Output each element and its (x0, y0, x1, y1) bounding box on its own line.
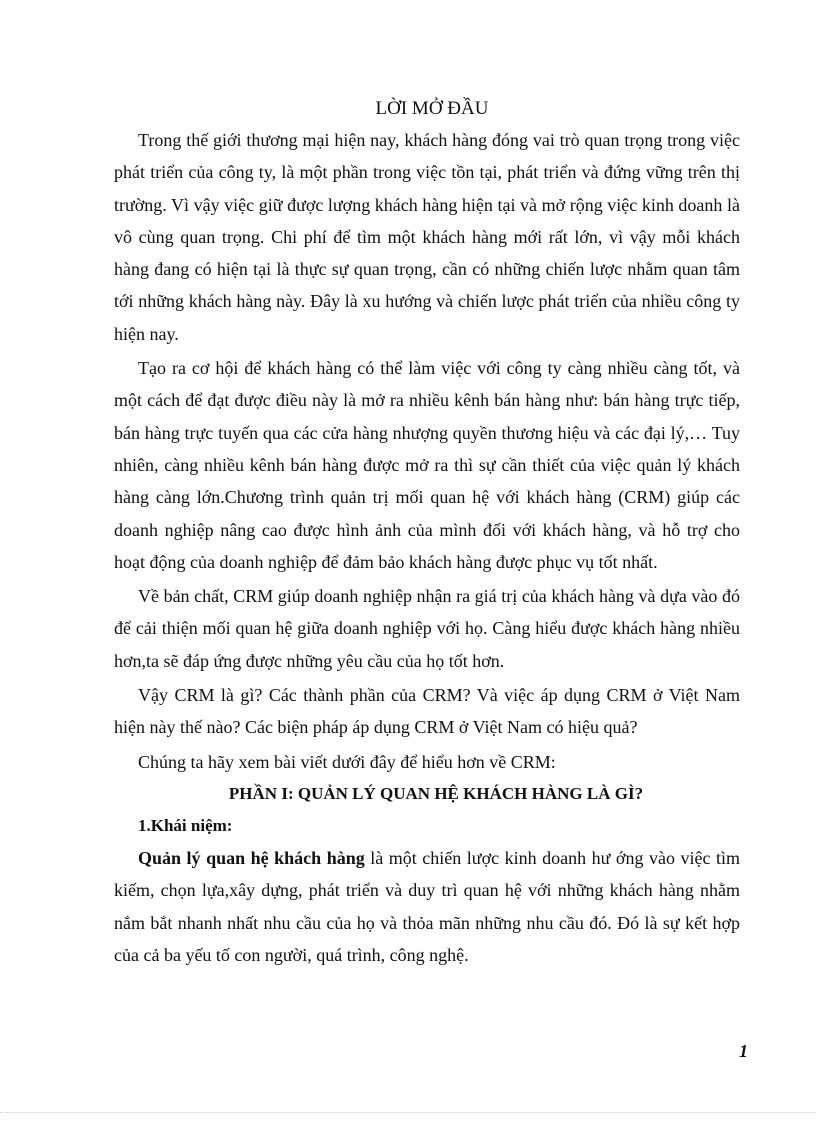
section-heading: PHẦN I: QUẢN LÝ QUAN HỆ KHÁCH HÀNG LÀ GÌ? (228, 783, 644, 803)
definition-term: Quản lý quan hệ khách hàng (138, 847, 365, 868)
definition-paragraph (114, 842, 740, 971)
page-number: 1 (739, 1041, 748, 1061)
footer-divider (0, 1112, 816, 1113)
intro-paragraph: Vậy CRM là gì? Các thành phần của CRM? Và việc áp dụng CRM ở Việt Nam hiện này thế nào? Các biện pháp áp dụng CRM ở Việt Nam có hiệu quả? (114, 685, 740, 738)
page-content (114, 94, 740, 971)
intro-paragraph: Về bản chất, CRM giúp doanh nghiệp nhận ra giá trị của khách hàng và dựa vào đó để cải thiện mối quan hệ giữa doanh nghiệp với họ. Càng hiểu được khách hàng nhiều hơn,ta sẽ đáp ứng được những yêu cầu của họ tốt hơn. (114, 586, 740, 671)
definition-text: là một chiến lược kinh doanh hư ớng vào việc tìm kiếm, chọn lựa,xây dựng, phát triển và duy trì quan hệ với những khách hàng nhằm nắm bắt nhanh nhất nhu cầu của họ và thỏa mãn những nhu cầu đó. Đó là sự kết hợp của cả ba yếu tố con người, quá trình, công nghệ. (114, 847, 740, 965)
intro-paragraph: Chúng ta hãy xem bài viết dưới đây để hiểu hơn về CRM: (138, 751, 556, 772)
subsection-heading: 1.Khái niệm: (138, 815, 233, 835)
intro-paragraph: Tạo ra cơ hội để khách hàng có thể làm việc với công ty càng nhiều càng tốt, và một cách để đạt được điều này là mở ra nhiều kênh bán hàng như: bán hàng trực tiếp, bán hàng trực tuyến qua các cửa hàng nhượng quyền thương hiệu và các đại lý,… Tuy nhiên, càng nhiều kênh bán hàng được mở ra thì sự cần thiết của việc quản lý khách hàng càng lớn.Chương trình quản trị mối quan hệ với khách hàng (CRM) giúp các doanh nghiệp nâng cao được hình ảnh của mình đối với khách hàng, và hỗ trợ cho hoạt động của doanh nghiệp để đảm bảo khách hàng được phục vụ tốt nhất. (114, 358, 740, 572)
page-title: LỜI MỞ ĐẦU (375, 98, 489, 119)
intro-paragraph: Trong thế giới thương mại hiện nay, khách hàng đóng vai trò quan trọng trong việc phát triển của công ty, là một phần trong việc tồn tại, phát triển và đứng vững trên thị trường. Vì vậy việc giữ được lượng khách hàng hiện tại và mở rộng việc kinh doanh là vô cùng quan trọng. Chi phí để tìm một khách hàng mới rất lớn, vì vậy mỗi khách hàng đang có hiện tại là thực sự quan trọng, cần có những chiến lược nhằm quan tâm tới những khách hàng này. Đây là xu hướng và chiến lược phát triển của nhiều công ty hiện nay. (114, 130, 740, 344)
